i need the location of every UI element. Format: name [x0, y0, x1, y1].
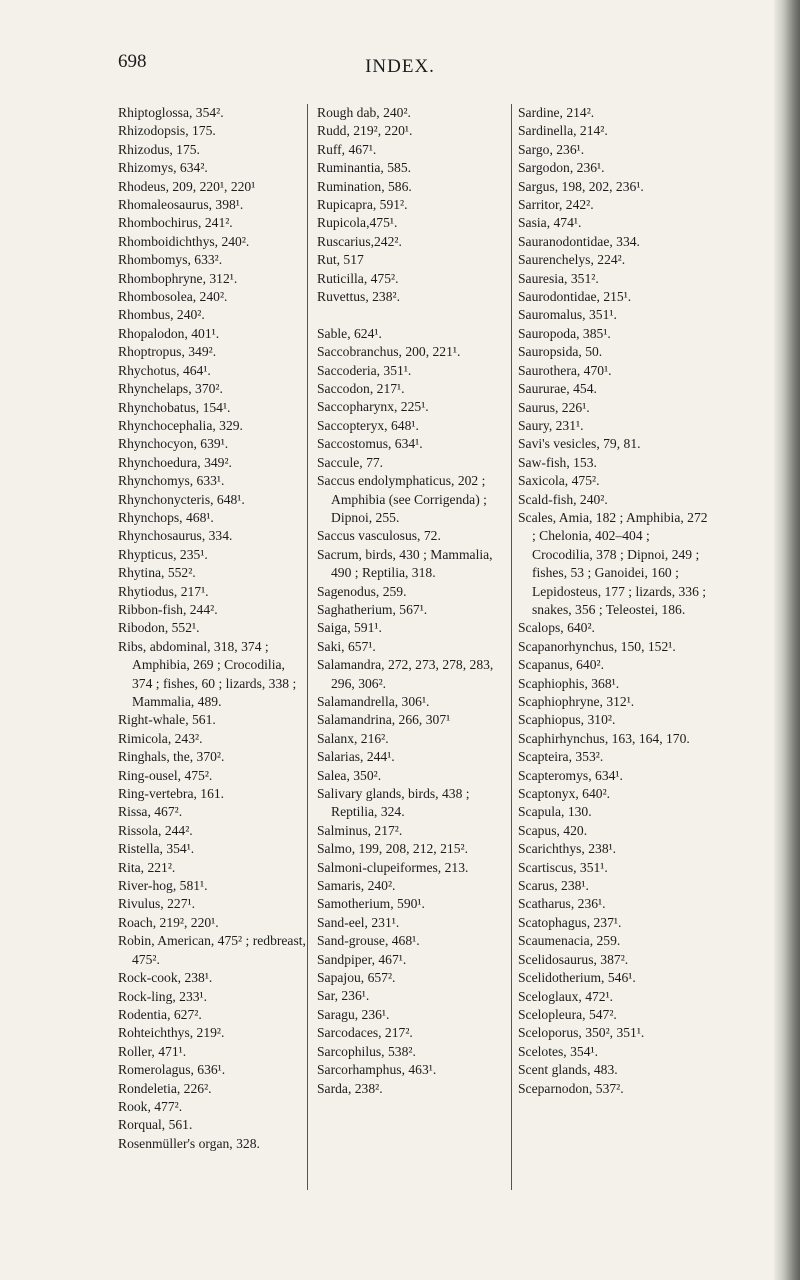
index-entry: Rock-ling, 233¹.: [118, 988, 208, 1004]
index-entry: Sceparnodon, 537².: [518, 1080, 624, 1096]
index-entry: Sasia, 474¹.: [518, 215, 582, 231]
index-entry: Rhytina, 552².: [118, 565, 196, 581]
index-entry: Scatophagus, 237¹.: [518, 914, 622, 930]
index-entry: Rhizodopsis, 175.: [118, 123, 216, 139]
index-entry: Rhychotus, 464¹.: [118, 362, 211, 378]
index-entry: Rosenmüller's organ, 328.: [118, 1135, 260, 1151]
index-entry: Rhiptoglossa, 354².: [118, 105, 224, 120]
index-entry: Saccopharynx, 225¹.: [317, 399, 429, 415]
index-entry: Saurus, 226¹.: [518, 399, 590, 415]
index-entry: Salamandrella, 306¹.: [317, 693, 430, 709]
index-entry: Rhynchelaps, 370².: [118, 381, 223, 397]
index-entry: Sagenodus, 259.: [317, 583, 407, 599]
index-entry: Scaphiophryne, 312¹.: [518, 694, 635, 709]
index-entry: Sauropoda, 385¹.: [518, 325, 611, 341]
index-entry: Scelidosaurus, 387².: [518, 951, 629, 967]
index-entry: Sandpiper, 467¹.: [317, 951, 407, 967]
index-entry: Sar, 236¹.: [317, 988, 370, 1004]
index-entry: Rhombosolea, 240².: [118, 289, 228, 305]
index-entry: Rodentia, 627².: [118, 1006, 202, 1022]
index-entry: Saiga, 591¹.: [317, 620, 382, 636]
index-entry: Ruscarius,242².: [317, 233, 402, 249]
index-entry: Saccule, 77.: [317, 454, 384, 470]
index-entry: Roller, 471¹.: [118, 1043, 187, 1059]
page-title: INDEX.: [365, 56, 435, 77]
index-entry: Saccoderia, 351¹.: [317, 362, 412, 378]
index-entry: Rhizodus, 175.: [118, 141, 200, 157]
index-entry: Rohteichthys, 219².: [118, 1025, 225, 1041]
index-entry: Sardine, 214².: [518, 105, 595, 120]
index-entry: Ruticilla, 475².: [317, 270, 399, 286]
index-entry: Sable, 624¹.: [317, 325, 382, 341]
index-entry: Rissola, 244².: [118, 822, 193, 838]
index-entry: Scelopleura, 547².: [518, 1006, 617, 1022]
index-entry: Salea, 350².: [317, 767, 382, 783]
index-entry: Rhynchoedura, 349².: [118, 454, 232, 470]
index-entry: Scelidotherium, 546¹.: [518, 970, 636, 986]
index-entry: Ribbon-fish, 244².: [118, 601, 218, 617]
index-entry: Ribs, abdominal, 318, 374 ; Amphibia, 269 ; Crocodilia, 374 ; fishes, 60 ; lizards, 338 ; Mammalia, 489.: [118, 638, 297, 709]
index-entry: Saxicola, 475².: [518, 473, 600, 489]
index-entry: Scapanorhynchus, 150, 152¹.: [518, 638, 676, 654]
index-entry: [317, 306, 507, 324]
index-entry: Salamandrina, 266, 307¹: [317, 712, 451, 728]
index-entry: Salanx, 216².: [317, 730, 389, 746]
index-entry: Scarichthys, 238¹.: [518, 841, 617, 857]
index-entry: Rook, 477².: [118, 1098, 183, 1114]
index-entry: Savi's vesicles, 79, 81.: [518, 436, 641, 452]
index-entry: Scarus, 238¹.: [518, 878, 589, 894]
index-entry: Sauranodontidae, 334.: [518, 233, 640, 249]
page-number: 698: [118, 51, 147, 72]
index-entry: Sauropsida, 50.: [518, 344, 603, 360]
index-entry: Sauresia, 351².: [518, 270, 599, 286]
index-entry: Scapus, 420.: [518, 822, 588, 838]
index-entry: Sarcorhamphus, 463¹.: [317, 1062, 437, 1078]
index-column-2: [317, 104, 507, 1098]
index-entry: Rondeletia, 226².: [118, 1080, 212, 1096]
index-entry: Right-whale, 561.: [118, 712, 216, 728]
index-entry: Ribodon, 552¹.: [118, 620, 200, 636]
index-entry: River-hog, 581¹.: [118, 878, 208, 894]
index-entry: Sarda, 238².: [317, 1080, 383, 1096]
index-entry: Ring-vertebra, 161.: [118, 786, 225, 802]
index-entry: Sargodon, 236¹.: [518, 160, 605, 176]
index-entry: Ristella, 354¹.: [118, 841, 195, 857]
index-entry: Rhynchomys, 633¹.: [118, 473, 225, 489]
index-entry: Rut, 517: [317, 252, 364, 268]
index-entry: Saccus vasculosus, 72.: [317, 528, 441, 544]
column-divider: [511, 104, 512, 1190]
index-entry: Rissa, 467².: [118, 804, 183, 820]
index-entry: Scaphiophis, 368¹.: [518, 675, 620, 691]
index-entry: Rhomboidichthys, 240².: [118, 233, 250, 249]
index-entry: Sarritor, 242².: [518, 197, 594, 213]
index-entry: Samaris, 240².: [317, 878, 396, 894]
index-column-3: [518, 104, 713, 1098]
index-entry: Rhodeus, 209, 220¹, 220¹: [118, 178, 256, 194]
index-entry: Rumination, 586.: [317, 178, 412, 194]
index-entry: Rhoptropus, 349².: [118, 344, 217, 360]
index-entry: Saurodontidae, 215¹.: [518, 289, 632, 305]
index-entry: Rhynchocephalia, 329.: [118, 417, 243, 433]
index-entry: Rhopalodon, 401¹.: [118, 325, 220, 341]
index-entry: Saccobranchus, 200, 221¹.: [317, 344, 461, 360]
index-entry: Rita, 221².: [118, 859, 176, 875]
index-entry: Saccodon, 217¹.: [317, 381, 405, 397]
page-edge-shadow: [774, 0, 800, 1280]
index-entry: Scapula, 130.: [518, 804, 592, 820]
index-entry: Salamandra, 272, 273, 278, 283, 296, 306².: [317, 657, 494, 691]
index-entry: Rhombochirus, 241².: [118, 215, 233, 231]
index-entry: Rhypticus, 235¹.: [118, 546, 208, 562]
index-entry: Ruvettus, 238².: [317, 289, 400, 305]
index-entry: Rough dab, 240².: [317, 105, 411, 120]
index-entry: Scalops, 640².: [518, 620, 595, 636]
index-entry: Scaphiopus, 310².: [518, 712, 616, 728]
index-entry: Sceloporus, 350², 351¹.: [518, 1025, 645, 1041]
index-entry: Rhomaleosaurus, 398¹.: [118, 197, 244, 213]
index-entry: Saccopteryx, 648¹.: [317, 417, 419, 433]
index-entry: Rupicapra, 591².: [317, 197, 408, 213]
index-entry: Scapteira, 353².: [518, 749, 604, 765]
index-entry: Salivary glands, birds, 438 ; Reptilia, 324.: [317, 786, 470, 820]
index-entry: Scelotes, 354¹.: [518, 1043, 598, 1059]
index-entry: Scartiscus, 351¹.: [518, 859, 608, 875]
index-entry: Saurenchelys, 224².: [518, 252, 626, 268]
index-entry: Scapanus, 640².: [518, 657, 605, 673]
index-entry: Rhombomys, 633².: [118, 252, 223, 268]
index-entry: Rhizomys, 634².: [118, 160, 208, 176]
index-entry: Rock-cook, 238¹.: [118, 970, 213, 986]
index-entry: Scatharus, 236¹.: [518, 896, 606, 912]
index-entry: Saururae, 454.: [518, 381, 597, 397]
index-entry: Rudd, 219², 220¹.: [317, 123, 413, 139]
index-column-1: [118, 104, 308, 1153]
index-entry: Rhynchosaurus, 334.: [118, 528, 233, 544]
index-entry: Ringhals, the, 370².: [118, 749, 225, 765]
index-entry: Rupicola,475¹.: [317, 215, 398, 231]
index-entry: Rhynchonycteris, 648¹.: [118, 491, 245, 507]
index-entry: Rhombus, 240².: [118, 307, 205, 323]
index-entry: Rorqual, 561.: [118, 1117, 193, 1133]
index-entry: Ring-ousel, 475².: [118, 767, 213, 783]
index-entry: Salminus, 217².: [317, 822, 403, 838]
index-entry: Rhynchops, 468¹.: [118, 509, 214, 525]
index-entry: Saccostomus, 634¹.: [317, 436, 423, 452]
index-entry: Roach, 219², 220¹.: [118, 914, 219, 930]
index-entry: Saw-fish, 153.: [518, 454, 597, 470]
index-entry: Sarcophilus, 538².: [317, 1043, 416, 1059]
index-entry: Rhynchocyon, 639¹.: [118, 436, 229, 452]
index-entry: Saghatherium, 567¹.: [317, 601, 428, 617]
index-entry: Sardinella, 214².: [518, 123, 608, 139]
index-entry: Scales, Amia, 182 ; Amphibia, 272 ; Chelonia, 402–404 ; Crocodilia, 378 ; Dipnoi, 249 ; fishes, 53 ; Ganoidei, 160 ; Lepidosteus, 177 ; lizards, 336 ; snakes, 356 ; Teleostei, 186.: [518, 509, 708, 617]
index-entry: Saccus endolymphaticus, 202 ; Amphibia (see Corrigenda) ; Dipnoi, 255.: [317, 473, 487, 525]
index-entry: Saury, 231¹.: [518, 417, 584, 433]
index-entry: Scald-fish, 240².: [518, 491, 608, 507]
index-entry: Sand-eel, 231¹.: [317, 914, 400, 930]
index-entry: Sapajou, 657².: [317, 970, 396, 986]
index-entry: Scaphirhynchus, 163, 164, 170.: [518, 730, 690, 746]
index-entry: Samotherium, 590¹.: [317, 896, 425, 912]
index-entry: Scapteromys, 634¹.: [518, 767, 623, 783]
index-entry: Saragu, 236¹.: [317, 1006, 390, 1022]
index-entry: Saki, 657¹.: [317, 638, 376, 654]
index-entry: Rhynchobatus, 154¹.: [118, 399, 231, 415]
index-entry: Ruminantia, 585.: [317, 160, 412, 176]
index-entry: Ruff, 467¹.: [317, 141, 377, 157]
index-entry: Scaptonyx, 640².: [518, 786, 611, 802]
index-entry: Rhytiodus, 217¹.: [118, 583, 209, 599]
index-entry: Sauromalus, 351¹.: [518, 307, 617, 323]
index-entry: Rimicola, 243².: [118, 730, 203, 746]
index-entry: Salarias, 244¹.: [317, 749, 395, 765]
index-entry: Rhombophryne, 312¹.: [118, 270, 238, 286]
index-entry: Sargo, 236¹.: [518, 141, 585, 157]
index-entry: Rivulus, 227¹.: [118, 896, 195, 912]
index-entry: Salmo, 199, 208, 212, 215².: [317, 841, 468, 857]
index-entry: Sand-grouse, 468¹.: [317, 933, 420, 949]
index-entry: Sceloglaux, 472¹.: [518, 988, 614, 1004]
index-entry: Robin, American, 475² ; redbreast, 475².: [118, 933, 306, 967]
index-entry: Scaumenacia, 259.: [518, 933, 621, 949]
index-entry: Sarcodaces, 217².: [317, 1025, 413, 1041]
index-entry: Scent glands, 483.: [518, 1062, 618, 1078]
index-entry: Salmoni-clupeiformes, 213.: [317, 859, 469, 875]
index-entry: Sargus, 198, 202, 236¹.: [518, 178, 644, 194]
index-entry: Sacrum, birds, 430 ; Mammalia, 490 ; Reptilia, 318.: [317, 546, 493, 581]
index-entry: Saurothera, 470¹.: [518, 362, 612, 378]
index-entry: Romerolagus, 636¹.: [118, 1062, 226, 1078]
